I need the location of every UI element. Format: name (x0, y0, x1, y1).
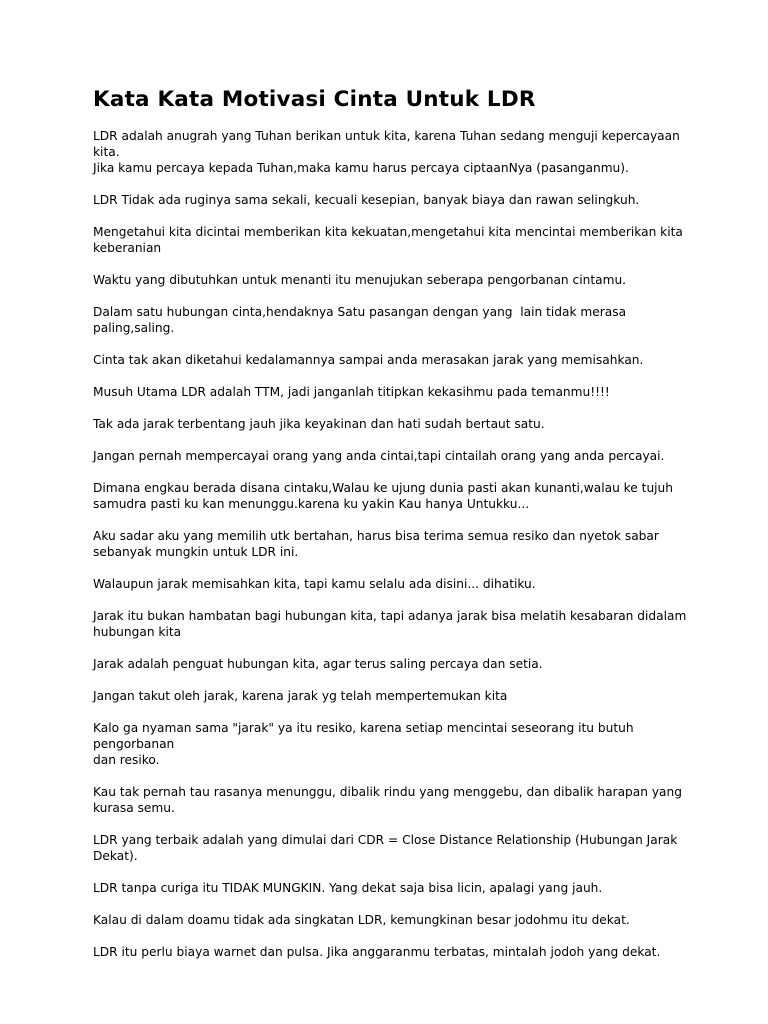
paragraph: Dalam satu hubungan cinta,hendaknya Satu pasangan dengan yang lain tidak merasa paling,saling. (93, 305, 630, 335)
paragraph: Jangan pernah mempercayai orang yang anda cintai,tapi cintailah orang yang anda percayai. (93, 449, 665, 463)
paragraph: LDR tanpa curiga itu TIDAK MUNGKIN. Yang dekat saja bisa licin, apalagi yang jauh. (93, 881, 603, 895)
paragraph: Waktu yang dibutuhkan untuk menanti itu menujukan seberapa pengorbanan cintamu. (93, 273, 627, 287)
paragraph: Jarak itu bukan hambatan bagi hubungan kita, tapi adanya jarak bisa melatih kesabaran didalam hubungan kita (93, 609, 687, 639)
paragraph: Walaupun jarak memisahkan kita, tapi kamu selalu ada disini... dihatiku. (93, 577, 536, 591)
paragraph: Kalau di dalam doamu tidak ada singkatan LDR, kemungkinan besar jodohmu itu dekat. (93, 913, 630, 927)
paragraph: Mengetahui kita dicintai memberikan kita kekuatan,mengetahui kita mencintai memberikan kita keberanian (93, 225, 683, 255)
paragraph: Tak ada jarak terbentang jauh jika keyakinan dan hati sudah bertaut satu. (93, 417, 545, 431)
paragraph: LDR adalah anugrah yang Tuhan berikan untuk kita, karena Tuhan sedang menguji kepercayaan kita. Jika kamu percaya kepada Tuhan,maka kamu harus percaya ciptaanNya (pasanganmu). (93, 129, 680, 175)
paragraph: Dimana engkau berada disana cintaku,Walau ke ujung dunia pasti akan kunanti,walau ke tujuh samudra pasti ku kan menunggu.karena ku yakin Kau hanya Untukku... (93, 481, 674, 511)
paragraph: Kalo ga nyaman sama "jarak" ya itu resiko, karena setiap mencintai seseorang itu butuh pengorbanan dan resiko. (93, 721, 634, 767)
paragraph: Kau tak pernah tau rasanya menunggu, dibalik rindu yang menggebu, dan dibalik harapan yang kurasa semu. (93, 785, 682, 815)
paragraph: LDR yang terbaik adalah yang dimulai dari CDR = Close Distance Relationship (Hubungan Jarak Dekat). (93, 833, 678, 863)
paragraph: Cinta tak akan diketahui kedalamannya sampai anda merasakan jarak yang memisahkan. (93, 353, 644, 367)
paragraph: LDR Tidak ada ruginya sama sekali, kecuali kesepian, banyak biaya dan rawan selingkuh. (93, 193, 640, 207)
paragraph: Jangan takut oleh jarak, karena jarak yg telah mempertemukan kita (93, 689, 508, 703)
paragraph: LDR itu perlu biaya warnet dan pulsa. Jika anggaranmu terbatas, mintalah jodoh yang dekat. (93, 945, 661, 959)
paragraph: Jarak adalah penguat hubungan kita, agar terus saling percaya dan setia. (93, 657, 543, 671)
document-page (93, 86, 693, 976)
paragraph: Musuh Utama LDR adalah TTM, jadi janganlah titipkan kekasihmu pada temanmu!!!! (93, 385, 610, 399)
page-title: Kata Kata Motivasi Cinta Untuk LDR (93, 87, 536, 112)
paragraph: Aku sadar aku yang memilih utk bertahan, harus bisa terima semua resiko dan nyetok sabar sebanyak mungkin untuk LDR ini. (93, 529, 659, 559)
